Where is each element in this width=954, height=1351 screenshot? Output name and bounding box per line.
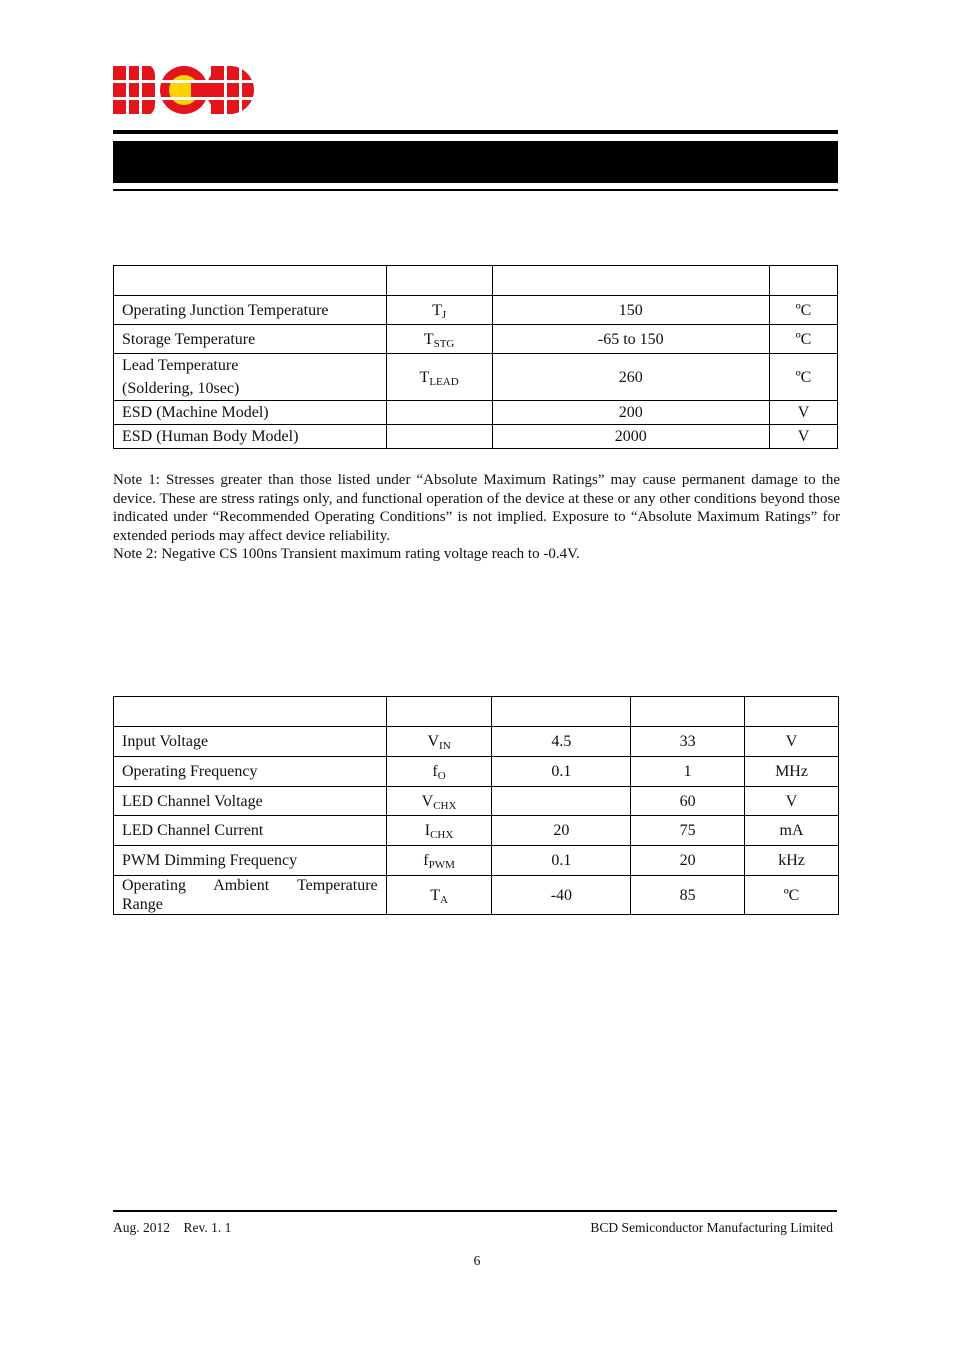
symbol-cell: $T_{LEAD}$ <box>386 354 492 401</box>
table-row <box>114 846 839 876</box>
bcd-logo <box>113 66 254 114</box>
unit-cell: V <box>770 425 838 449</box>
symbol-cell: $I_{CHX}$ <box>386 816 492 846</box>
table-row <box>114 354 838 401</box>
footer-rule <box>113 1210 837 1212</box>
unit-cell: ºC <box>770 296 838 325</box>
min-cell: 0.1 <box>492 757 631 787</box>
unit-cell: mA <box>745 816 839 846</box>
table-row <box>114 876 839 915</box>
table-header-row <box>114 266 838 296</box>
note-1: Note 1: Stresses greater than those listed under “Absolute Maximum Ratings” may cause permanent damage to the device. These are stress ratings only, and functional operation of the device at these or any other conditions beyond those indicated under “Recommended Operating Conditions” is not implied. Exposure to “Absolute Maximum Ratings” for extended periods may affect device reliability. <box>113 472 840 544</box>
max-cell: 85 <box>631 876 745 915</box>
min-cell: -40 <box>492 876 631 915</box>
value-cell: 260 <box>492 354 770 401</box>
table-row <box>114 325 838 354</box>
unit-cell: V <box>745 787 839 816</box>
table-row <box>114 757 839 787</box>
symbol-cell: $T_{STG}$ <box>386 325 492 354</box>
param-cell: LED Channel Current <box>114 816 387 846</box>
value-cell: 2000 <box>492 425 770 449</box>
min-cell <box>492 787 631 816</box>
symbol-cell: $T_A$ <box>386 876 492 915</box>
footer-company: BCD Semiconductor Manufacturing Limited <box>590 1220 833 1235</box>
header-cell <box>745 697 839 727</box>
table-row <box>114 296 838 325</box>
param-cell: Input Voltage <box>114 727 387 757</box>
unit-cell: ºC <box>770 354 838 401</box>
max-cell: 33 <box>631 727 745 757</box>
header-cell <box>386 266 492 296</box>
max-cell: 1 <box>631 757 745 787</box>
param-cell: ESD (Machine Model) <box>114 401 387 425</box>
param-cell: PWM Dimming Frequency <box>114 846 387 876</box>
param-cell: Lead Temperature (Soldering, 10sec) <box>114 354 387 401</box>
header-cell <box>386 697 492 727</box>
table-row <box>114 401 838 425</box>
symbol-cell: $f_O$ <box>386 757 492 787</box>
unit-cell: kHz <box>745 846 839 876</box>
max-cell: 20 <box>631 846 745 876</box>
header-cell <box>114 266 387 296</box>
header-underline <box>113 189 838 191</box>
value-cell: 200 <box>492 401 770 425</box>
value-cell: -65 to 150 <box>492 325 770 354</box>
title-bar <box>113 141 838 183</box>
symbol-cell: $f_{PWM}$ <box>386 846 492 876</box>
param-cell: ESD (Human Body Model) <box>114 425 387 449</box>
header-cell <box>770 266 838 296</box>
table-row <box>114 727 839 757</box>
symbol-cell: $T_J$ <box>386 296 492 325</box>
symbol-cell: $V_{IN}$ <box>386 727 492 757</box>
header-cell <box>492 266 770 296</box>
note-2: Note 2: Negative CS 100ns Transient maximum rating voltage reach to -0.4V. <box>113 546 580 562</box>
unit-cell: MHz <box>745 757 839 787</box>
min-cell: 20 <box>492 816 631 846</box>
min-cell: 4.5 <box>492 727 631 757</box>
min-cell: 0.1 <box>492 846 631 876</box>
table-row <box>114 425 838 449</box>
table-row <box>114 816 839 846</box>
symbol-cell <box>386 401 492 425</box>
symbol-cell: $V_{CHX}$ <box>386 787 492 816</box>
header-cell <box>114 697 387 727</box>
absolute-max-ratings-table <box>113 265 838 449</box>
symbol-cell <box>386 425 492 449</box>
page-number: 6 <box>473 1253 481 1268</box>
param-line-2: Range <box>122 896 163 913</box>
unit-cell: ºC <box>745 876 839 915</box>
unit-cell: V <box>770 401 838 425</box>
param-cell <box>114 876 387 915</box>
recommended-operating-conditions-table <box>113 696 839 915</box>
param-cell: LED Channel Voltage <box>114 787 387 816</box>
param-cell: Operating Frequency <box>114 757 387 787</box>
param-cell: Storage Temperature <box>114 325 387 354</box>
header-cell <box>631 697 745 727</box>
param-cell: Operating Junction Temperature <box>114 296 387 325</box>
notes-block <box>113 471 840 564</box>
max-cell: 60 <box>631 787 745 816</box>
max-cell: 75 <box>631 816 745 846</box>
value-cell: 150 <box>492 296 770 325</box>
unit-cell: ºC <box>770 325 838 354</box>
footer-date-rev: Aug. 2012 Rev. 1. 1 <box>113 1220 232 1235</box>
param-line-1: Operating Ambient Temperature <box>122 877 378 894</box>
table-header-row <box>114 697 839 727</box>
header-cell <box>492 697 631 727</box>
unit-cell: V <box>745 727 839 757</box>
header-rule <box>113 130 838 134</box>
table-row <box>114 787 839 816</box>
